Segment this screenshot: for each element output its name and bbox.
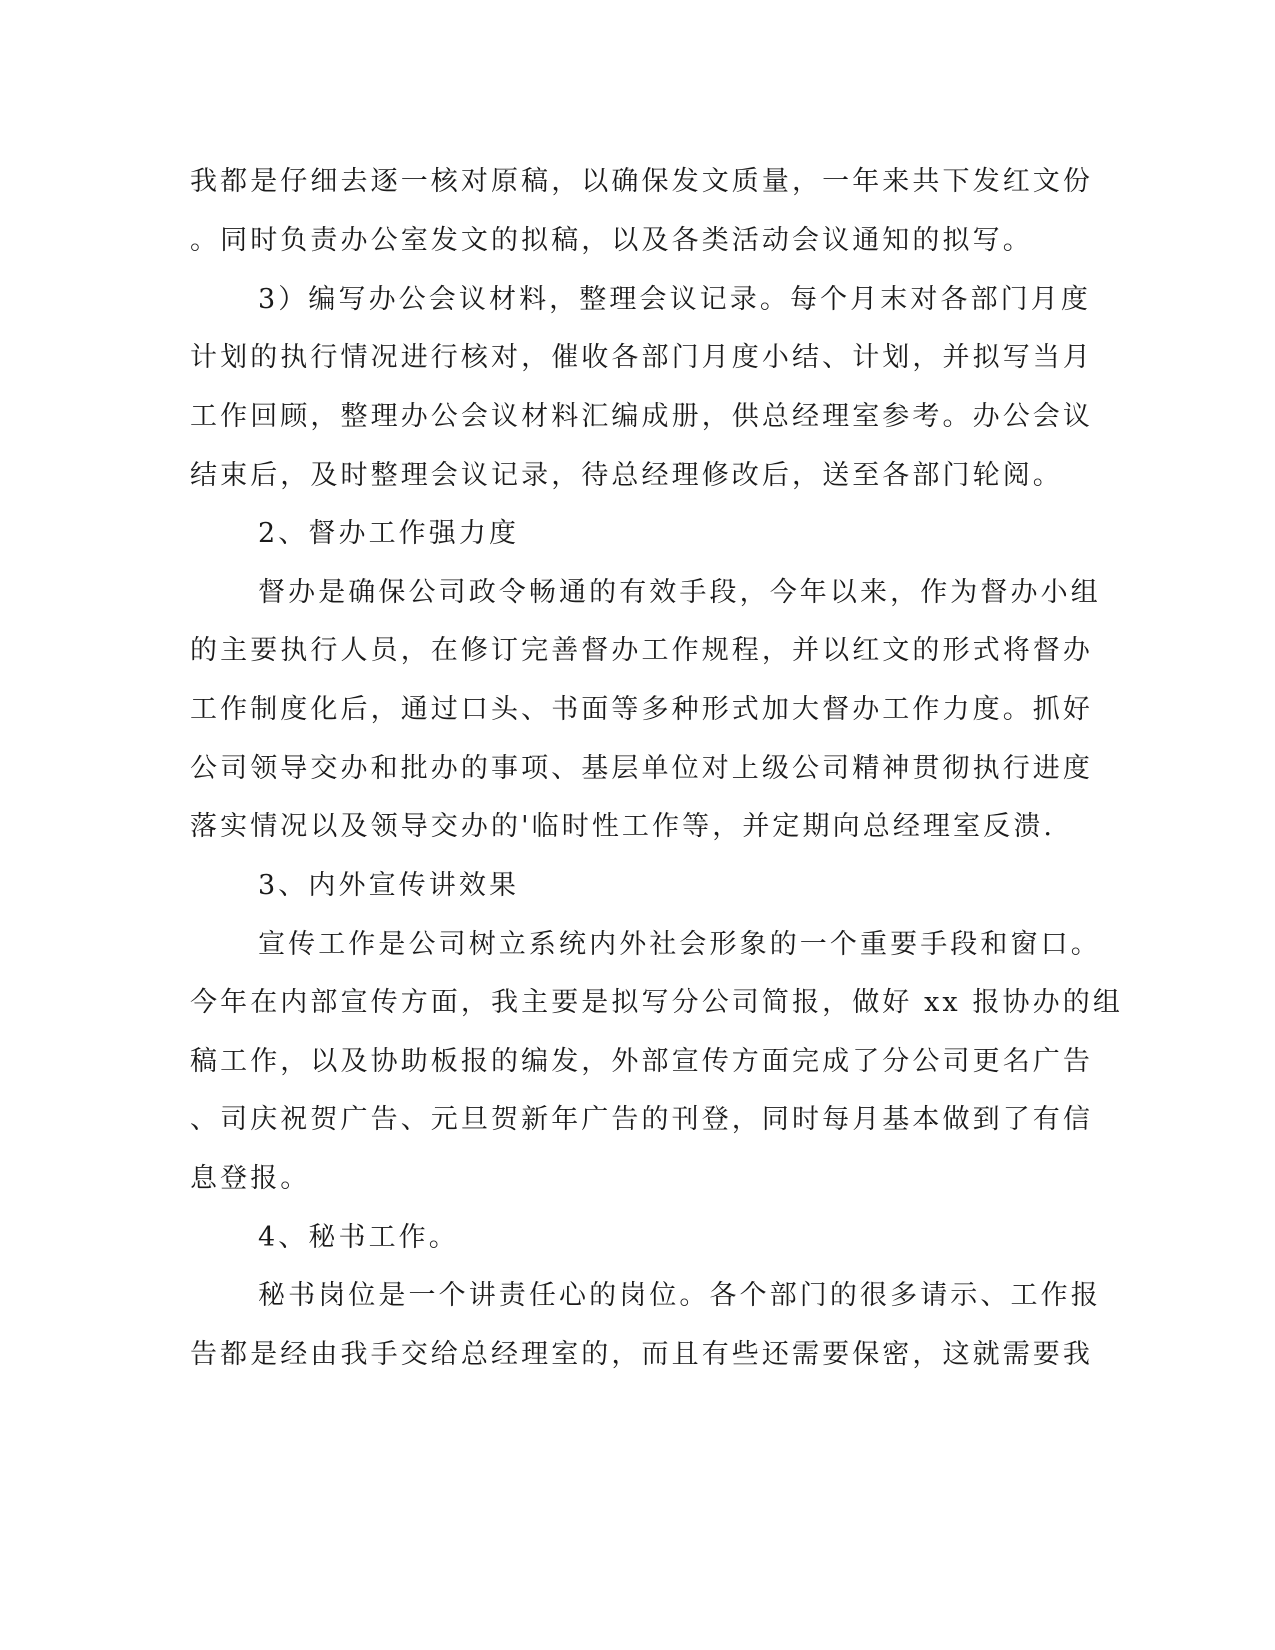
text-line: 宣传工作是公司树立系统内外社会形象的一个重要手段和窗口。 [258,929,1101,960]
text-line: 工作制度化后，通过口头、书面等多种形式加大督办工作力度。抓好 [190,694,1093,725]
text-line: 息登报。 [190,1163,311,1194]
text-line: 、司庆祝贺广告、元旦贺新年广告的刊登，同时每月基本做到了有信 [190,1104,1093,1135]
text-line: 告都是经由我手交给总经理室的，而且有些还需要保密，这就需要我 [190,1339,1093,1370]
text-line: 今年在内部宣传方面，我主要是拟写分公司简报，做好 xx 报协办的组 [190,987,1123,1018]
text-line: 3）编写办公会议材料，整理会议记录。每个月末对各部门月度 [258,284,1091,315]
text-line: 秘书岗位是一个讲责任心的岗位。各个部门的很多请示、工作报 [258,1280,1101,1311]
text-line: 落实情况以及领导交办的'临时性工作等，并定期向总经理室反溃. [190,811,1056,842]
text-line: 。同时负责办公室发文的拟稿，以及各类活动会议通知的拟写。 [190,225,1033,256]
text-line: 督办是确保公司政令畅通的有效手段，今年以来，作为督办小组 [258,577,1101,608]
text-line: 结束后，及时整理会议记录，待总经理修改后，送至各部门轮阅。 [190,460,1063,491]
section-heading: 4、秘书工作。 [258,1222,459,1253]
text-line: 我都是仔细去逐一核对原稿，以确保发文质量，一年来共下发红文份 [190,166,1093,197]
text-line: 工作回顾，整理办公会议材料汇编成册，供总经理室参考。办公会议 [190,401,1093,432]
text-line: 的主要执行人员，在修订完善督办工作规程，并以红文的形式将督办 [190,635,1093,666]
section-heading: 2、督办工作强力度 [258,518,520,549]
text-line: 计划的执行情况进行核对，催收各部门月度小结、计划，并拟写当月 [190,342,1093,373]
text-line: 稿工作，以及协助板报的编发，外部宣传方面完成了分公司更名广告 [190,1046,1093,1077]
section-heading: 3、内外宣传讲效果 [258,870,520,901]
text-line: 公司领导交办和批办的事项、基层单位对上级公司精神贯彻执行进度 [190,753,1093,784]
